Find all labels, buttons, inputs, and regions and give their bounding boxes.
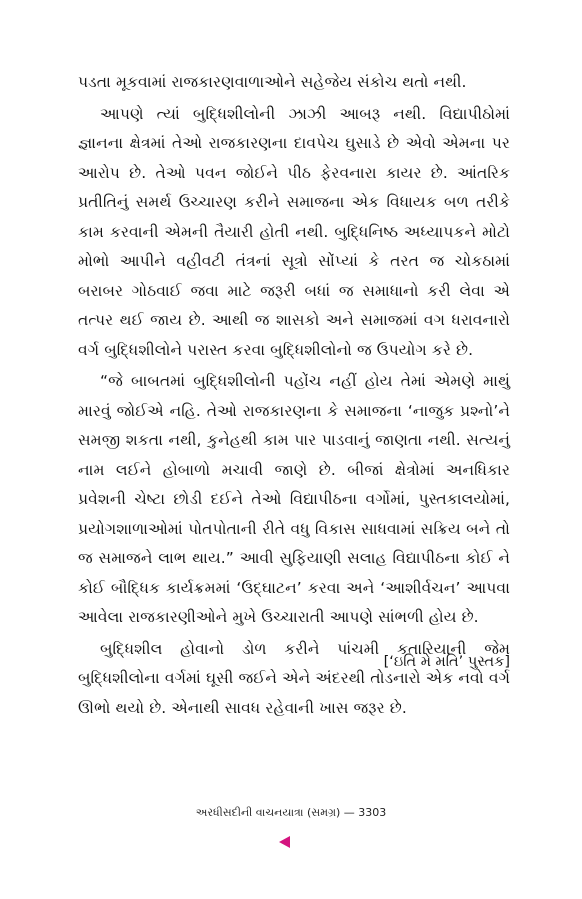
paragraph-quote: “જે બાબતમાં બુદ્ધિશીલોની પહોંચ નહીં હોય તેમાં એમણે માથું મારવું જોઈએ નહિ. તેઓ રાજકારણના કે સમાજના ‘નાજુક પ્રશ્નો’ને સમજી શકતા નથી, કુનેહથી કામ પાર પાડવાનું જાણતા નથી. સત્યનું નામ લઈને હોબાળો મચાવી જાણે છે. બીજાં ક્ષેત્રોમાં અનધિકાર પ્રવેશની ચેષ્ટા છોડી દઈને તેઓ વિદ્યાપીઠના વર્ગોમાં, પુસ્તકાલયોમાં, પ્રયોગશાળાઓમાં પોતપોતાની રીતે વધુ વિકાસ સાધવામાં સક્રિય બને તો જ સમાજને લાભ થાય.” આવી સુફિયાણી સલાહ વિદ્યાપીઠના કોઈ ને કોઈ બૌદ્ધિક કાર્યક્રમમાં ‘ઉદ્ઘાટન’ કરવા અને ‘આશીર્વચન’ આપવા આવેલા રાજકારણીઓને મુખે ઉચ્ચારાતી આપણે સાંભળી હોય છે. <box>78 372 510 626</box>
page-footer: અરધીસદીની વાચનયાત્રા (સમગ્ર) — 3303 <box>195 806 387 819</box>
body-text <box>78 68 510 725</box>
paragraph-warning: બુદ્ધિશીલ હોવાનો ડોળ કરીને પાંચમી કતારિયાની જેમ બુદ્ધિશીલોના વર્ગમાં ઘૂસી જઈને એને અંદરથી તોડનારો એક નવો વર્ગ ઊભો થયો છે. એનાથી સાવધ રહેવાની ખાસ જરૂર છે. <box>78 639 510 717</box>
paragraph-intellectuals: આપણે ત્યાં બુદ્ધિશીલોની ઝાઝી આબરૂ નથી. વિદ્યાપીઠોમાં જ્ઞાનના ક્ષેત્રમાં તેઓ રાજકારણના દાવપેચ ઘુસાડે છે એવો એમના પર આરોપ છે. તેઓ પવન જોઈને પીઠ ફેરવનારા કાયર છે. આંતરિક પ્રતીતિનું સમર્થ ઉચ્ચારણ કરીને સમાજના એક વિધાયક બળ તરીકે કામ કરવાની એમની તૈયારી હોતી નથી. બુદ્ધિનિષ્ઠ અધ્યાપકને મોટો મોભો આપીને વહીવટી તંત્રનાં સૂત્રો સોંપ્યાં કે તરત જ ચોકઠામાં બરાબર ગોઠવાઈ જવા માટે જરૂરી બધાં જ સમાધાનો કરી લેવા એ તત્પર થઈ જાય છે. આથી જ શાસકો અને સમાજમાં વગ ધરાવનારો વર્ગ બુદ્ધિશીલોને પરાસ્ત કરવા બુદ્ધિશીલોનો જ ઉપયોગ કરે છે. <box>78 104 510 359</box>
triangle-left-icon[interactable] <box>279 836 290 848</box>
paragraph-continuation: પડતા મૂકવામાં રાજકારણવાળાઓને સહેજેય સંકોચ થતો નથી. <box>78 73 467 91</box>
source-citation: [‘ઇતિ મે મતિ’ પુસ્તક] <box>383 654 510 670</box>
